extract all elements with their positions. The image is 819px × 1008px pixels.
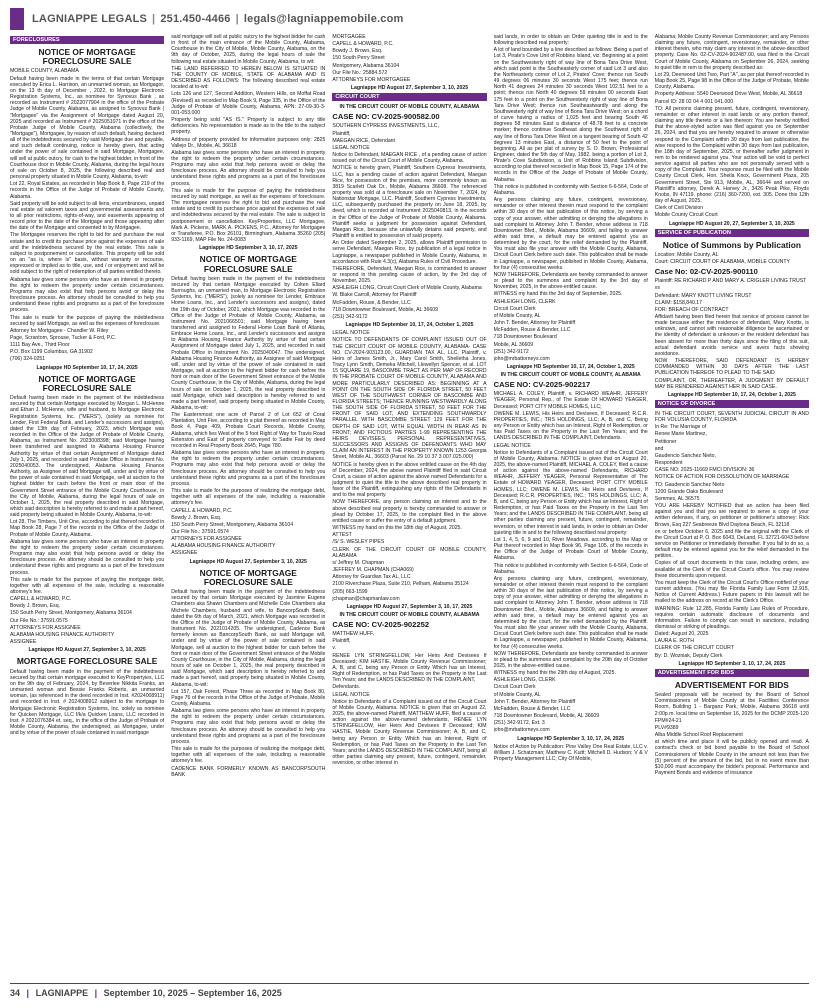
notice-paragraph: CAPELL & HOWARD, P.C. xyxy=(171,507,233,514)
notice-paragraph: of Mobile County, AL xyxy=(493,691,541,698)
notice-paragraph: Default having been made in the payment of the indebtedness secured by that certain Mortgage executed by Morgan L. McHenne and Ethan J. McHenne, wife and husband, to Mortgage Electronic Registration Systems, Inc. ("MERS"), (solely as nominee for Lender, First Federal Bank, and Lender's successors and assigns), dated the 13th day of February, 2023, which Mortgage was recorded in the Office of the Judge of Probate of Mobile County, Alabama, as Instrument No. 2023008398; said Mortgage having been transferred and assigned to Alabama Housing Finance Authority by virtue of that certain Assignment of Mortgage dated July 1, 2025, and recorded in said Probate Office in Instrument No. 2025040053. The undersigned, Alabama Housing Finance Authority, as Assignee of said Mortgage will, under and by virtue of the power of sale contained in said Mortgage, sell at auction to the highest bidder for cash before the front or main door of the Government Street entrance of the Mobile County Courthouse, in the City of Mobile, Alabama, during the legal hours of sale on October 1, 2025, the real property described in said Mortgage, which said description is hereby referred to and made a part hereof, said property being situated in Mobile County, Alabama, to-wit: xyxy=(10,395,165,519)
notice-paragraph: WITNESS my hand on this the 18th day of August, 2025. xyxy=(332,525,462,532)
notice-paragraph: v. xyxy=(332,645,337,652)
notice-paragraph: Renee Marie Martinez, xyxy=(654,431,707,438)
notice-paragraph: NOTICE is hereby given in the above entitled cause on the 4th day of December, 2024, the above named Plaintiff filed in said Circuit Court, a cause of action against the above named Defendants for a judgment to quiet the title to the above described real property in favor of the Plaintiff, extinguishing any rights of the Defendants in and to the real property. xyxy=(332,461,487,499)
notice-paragraph: WITNESS my hand this the 3rd day of September, 2025. xyxy=(493,291,623,298)
notice-paragraph: Our File No.: 37591.0574 xyxy=(171,528,229,535)
notice-paragraph: (706) 324-0251 xyxy=(10,356,46,363)
notice-paragraph: ATTEST xyxy=(332,532,352,539)
notice-paragraph: McFadden, Rouse & Bender, LLC xyxy=(493,327,571,334)
notice-paragraph: Defendant: MARY KNOTT LIVING TRUST xyxy=(654,292,752,299)
header-accent-mark xyxy=(10,8,24,30)
notice-paragraph: NOTICE TO DEFENDANTS OF COMPLAINT ISSUED OUT OF THE CIRCUIT COURT OF MOBILE COUNTY, ALABAMA- CASE NO. CV-2024-903123.00, GUARDIAN TAX AL, LLC, Plaintiff, v. Heirs of James Smith, Jr., Mary Carol Smith, Shelletha Jones, Tracy Lynn Smith, Demeka Mitchell, Llewellyn Spencer, et al. LOT 15 SQUARE 19, BASCOMBE TRACT AS PER MAP OF RECORD IN THE PROBATE COURT OF MOBILE COUNTY, ALABAMA AND MORE PARTICULARLY DESCRIBED AS: BEGINNING AT A POINT ON THE SOUTH SIDE OF FLORIDA STREET, 50 FEET WEST OF THE SOUTHWEST CORNER OF BASCOMBE AND FLORIDA STREETS; THENCE RUNNING WESTWARDLY ALONG THE SOUTH SIDE OF FLORIDA STREET, 50 FEET FOR THE FRONT OF SAID LOT, AND EXTENDING SOUTHWARDLY PARALLEL WITH BASCOMBE STREET 129 FEET FOR THE DEPTH OF SAID LOT, WITH EQUAL WIDTH IN REAR AS IN FRONT; AND FICTIOUS PARTIES 1-99 REPRESENTING THE HEIRS DEVISEES, PERSONAL REPRESENTATIVES, SUCCESSORS AND ASSIGNS OF DEFENDANTS WHO MAY CLAIM AN INTEREST IN THE PROPERTY KNOWN 1253 Georgia Street, Mobile AL, 36603 (Parcel No. 29 10 37 3 007.025.000) xyxy=(332,337,487,461)
notice-paragraph: This sale is made for the purpose of paying the indebtedness secured by said mortgage, as well as the expenses of foreclosure. The mortgagee reserves the right to bid and purchase the real estate and to credit its purchase price against the expenses of sale and indebtedness secured by the real estate. The sale is subject to postponement or cancellation. KeyProperties, LLC Mortgagee, Mark A. Pickens, MARK A. PICKENS, P.C., Attorney for Mortgagee or Transferee, P.O. Box 26101, Birmingham, Alabama 35260 (205) 933-1169, MAP File No. 24-0083 xyxy=(171,187,326,243)
notice-paragraph: Petitioner xyxy=(654,438,677,445)
publication-line: Lagniappe HD September 10, 17, 24, 2025 xyxy=(36,364,138,371)
notice-paragraph: ASSIGNEE xyxy=(10,639,37,646)
notice-paragraph: Alabama law gives some persons who have an interest in property the right to redeem the property under certain circumstances. Programs may also exist that help persons avoid or delay the foreclosure process. An attorney should be consulted to help you understand these rights and programs as a part of the foreclosure process. xyxy=(171,708,326,745)
notice-paragraph: MATTHEW HUFF, xyxy=(332,631,374,638)
notice-paragraph: john@mrbattorneys.com xyxy=(493,727,550,734)
case-number: CASE NO: CV-2025-900582.00 xyxy=(332,112,440,122)
notice-paragraph: Lot 157, Oak Forest, Phase Three as recorded in Map Book 80, Page 76 of the records in the Office of the Judge of Probate, Mobile County, Alabama. xyxy=(171,688,326,707)
court-name: IN THE CIRCUIT COURT OF MOBILE COUNTY, ALABAMA xyxy=(500,372,641,379)
notice-paragraph: Alabama law gives some persons who have an interest in property the right to redeem the property under certain circumstances. Programs may also exist that help persons avoid or delay the foreclosure process. An attorney should be consulted to help you understand these rights and programs as a part of the foreclosure process. xyxy=(10,276,165,314)
notice-paragraph: Semmes, AL 36575 xyxy=(654,495,700,502)
notice-paragraph: said mortgage will sell at public outcry to the highest bidder for cash in front of the main entrance of the Mobile County, Alabama, Courthouse in the City of Mobile, Mobile County, Alabama, on the 9th day of October, 2025, during the legal hours of sale the following real estate situated in Mobile County, Alabama, to wit: xyxy=(171,34,326,65)
notice-paragraph: john@mrbattorneys.com xyxy=(493,355,550,362)
notice-paragraph: This notice is published in conformity with Section 6-6-564, Code of Alabama. xyxy=(493,183,648,196)
notice-paragraph: Parcel ID: 28 02 04 4 001 041.000 xyxy=(654,98,734,105)
notice-paragraph: said lands, in order to obtain an Order quieting title in and to the following described real property: xyxy=(493,34,648,47)
section-header: FORECLOSURES xyxy=(10,36,164,44)
notice-paragraph: NOW THEREFORE, any person claiming an interest and to the above described real property is hereby commanded to answer or plead by October 17, 2025, to the complaint filed in the above entitled cause or suffer the entry of a default judgment. xyxy=(332,499,487,524)
notice-paragraph: Address of property provided for information purposes only: 2825 Vallejo Dr., Mobile, AL 36618 xyxy=(171,136,326,149)
publication-line: Lagniappe HD August 27, September 3, 10, 2025 xyxy=(189,558,307,565)
notice-paragraph: Bowdy J. Brown, Esq. xyxy=(10,603,60,610)
footer-rule xyxy=(10,983,809,984)
notice-paragraph: OWENE M. LEWIS, His Heirs and Devisees, If Deceased; R.C.R. PROPERTIES, INC.; TRS HOLDINGS, LLC; A, B, and C, Being any Person or Entity which has an Interest, Right of Redemption, or has Paid Taxes on the Property in the Last Ten Years; and the LANDS DESCRIBED IN THE COMPLAINT, Defendants. xyxy=(493,410,648,442)
notice-paragraph: A lot of land bounded by a line described as follows: Being a part of Lot 3, Pirate's Cove Unit of Robbins Island, viz: Beginning at a point on the Southwesterly right of way line of Bona Tara Drive West, which said point is the Southeasterly corner of said Lot 3 and also the Northeasterly corner of Lot 2, Pirates' Cove; thence run South 49 degrees 06 minutes 30 seconds West 175 feet; thence run North 41 degrees 24 minutes 30 seconds West 102.51 feet to a point; thence run North 40 degrees 59 minutes 00 seconds East 175 feet to a point on the Southwesterly right of way line of Bona Tara Drive West; thence run Southeastwardly and along the Southwesterly right of way line of Bona Tara Drive West; on a chord of curve having a radius of 1,025 feet and bearing South 46 degrees 58 minutes East a distance of 48.78 feet to a concrete marker; thence continue Southeast along the Southwest right of way line of Bona Tara Drive West on a tangent bearing of South 42 degrees 13 minutes East, a distance of 50 feet to the point of beginning. All as per plat of survey by S. O. Brown, Professional Engineer, dated the 5th day of May, 1982, being a portion of Lot 3, Pirate's Cove Subdivision, a Unit of Robbins Island Subdivision, according to plat thereof recorded in Map Book 15, Page 174 of the records in the Office of the Judge of Probate of Mobile County, Alabama. xyxy=(493,47,648,183)
notice-paragraph: 150 South Perry Street, Montgomery, Alabama 36104 xyxy=(10,610,132,617)
notice-paragraph: (251) 342-9172 xyxy=(493,348,529,355)
notice-title: NOTICE OF MORTGAGE FORECLOSURE SALE xyxy=(38,47,136,67)
notice-paragraph: LEGAL NOTICE xyxy=(332,330,370,337)
notice-paragraph: /S/ S. WESLEY PIPES xyxy=(332,539,385,546)
notice-paragraph: This notice is published in conformity with Section 6-6-564, Code of Alabama. xyxy=(493,562,648,575)
notice-paragraph: McFadden, Rouse, & Bender, LLC xyxy=(332,299,411,306)
notice-paragraph: THE LAND REFERRED TO HEREIN BELOW IS SITUATED IN THE COUNTY OF MOBILE, STATE OF ALABAMA AND IS DESCRIBED AS FOLLOWS: The following described real estate located at to-wit: xyxy=(171,65,326,91)
case-number: Case No: 02-CV-2025-900110 xyxy=(654,267,758,277)
notice-paragraph: CLERK OF THE CIRCUIT COURT xyxy=(654,645,734,652)
notice-paragraph: Alabama; Mobile County Revenue Commissioner; and any Persons claiming any future, contingent, reversionary, remainder, or other interest therein, who may claim any interest in the above-described property. Case No. 02-CV-2024-902487.00, was filed in the Circuit Court of Mobile County, Alabama on September 26, 2024, seeking to quiet title in rem to the property described as: xyxy=(654,34,809,71)
notice-paragraph: Page, Scrantom, Sprouse, Tucker & Ford, P.C. xyxy=(10,334,117,341)
notice-paragraph: jchapman@chapmanlaw.com xyxy=(332,595,400,602)
page-header xyxy=(10,8,809,30)
notice-paragraph: ASHLEIGH LONG, Circuit Court Clerk of Mobile County, Alabama xyxy=(332,285,482,292)
notice-paragraph: CADENCE BANK FORMERLY KNOWN AS BANCORPSOUTH BANK xyxy=(171,765,326,778)
notice-paragraph: COMPLAINT, OR, THEREAFTER, A JUDGMENT BY DEFAULT MAY BE RENDERED AGAINST HER IN SAID CASE. xyxy=(654,377,809,390)
notice-paragraph: JEFFREY M. CHAPMAN (CHA069) xyxy=(332,567,414,574)
notice-paragraph: TO: Gaudencio Sanchez Nieto xyxy=(654,481,725,488)
notice-paragraph: This sale is made for the purpose of paying the mortgage debt, together with all expenses of the sale, including a reasonable attorney's fee. xyxy=(10,576,165,595)
header-email[interactable]: legals@lagniappemobile.com xyxy=(243,13,404,25)
notice-paragraph: ALABAMA HOUSING FINANCE AUTHORITY xyxy=(171,543,276,550)
notice-paragraph: (205) 663-1599 xyxy=(332,588,368,595)
notice-paragraph: CASE NO: 2025-11669 FMCI DIVISION: 36 xyxy=(654,467,755,474)
notice-paragraph: Notice to Defendants of a Complaint issued out of the Circuit Court of Mobile County, Alabama. NOTICE is given that on August 22, 2025, the above-named Plaintiff, MATTHEW HUFF, filed a cause of action against the above-named defendants, RENEE LYN STRINGFELLOW, Her Heirs And Devisees If Deceased; KIM HASTIE, Mobile County Revenue Commissioner; A, B, and C, being any Person or Entity Which has an Interest, Right of Redemption, or has Paid Taxes on the Property in the Last Ten Years; and the LANDS DESCRIBED IN THE COMPLAINT, being all other parties claiming any present, future, contingent, remainder, reversion, or other interest in xyxy=(332,698,487,767)
notice-paragraph: 2100 Riverchase Plaza, Suite 210, Pelham, Alabama 35124 xyxy=(332,581,469,588)
notice-paragraph: ATTORNEYS FOR ASSIGNEE xyxy=(171,536,242,543)
publication-line: Lagniappe HD August 27, September 3, 10, 17, 2025 xyxy=(346,603,473,610)
notice-paragraph: 1111 Bay Ave., Third Floor xyxy=(10,342,70,349)
notice-paragraph: Any persons claiming any future, contingent, reversionary, remainder or other interest therein must respond to the complaint within 30 days of the last publication of this notice, by serving a copy of your answer, either admitting or denying the allegations in said complaint to Attorney John T. Bender, whose address is 718 Downtowner Blvd., Mobile, Alabama 36609, and failing to answer within said time, a default may be entered against you as determined by the court, for the relief demanded by the Plaintiff. You must also file your answer with the Mobile County, Alabama, Circuit Court Clerk before such date. This publication shall be made in Lagniappe, a newspaper, published in Mobile County, Alabama, for four (4) consecutive weeks. xyxy=(493,197,648,271)
notice-paragraph: NOW THEREFORE, Defendants are hereby commanded to answer or plead to the summons and complaint by the 20th day of October 2025, in the above-entitled cause. xyxy=(493,650,648,669)
notice-paragraph: Lot 1, 4, 5, 6, 9 and 10, River Meadows, according to the Map or Plat thereof recorded in Map Book 96, Page 105, of the records in the Office of the Judge of Probate Court of Mobile County, Alabama. xyxy=(493,536,648,562)
notice-paragraph: You must keep the Clerk of the Circuit Court's Office notified of your current address. (You may file Florida Family Law Form 12.915, Notice of Current Address.) Future papers in this lawsuit will be mailed to the address on record at the Clerk's Office. xyxy=(654,579,809,605)
case-number: CASE NO: CV-2025-902252 xyxy=(332,620,430,630)
notice-paragraph: Gaudencio Sanchez Nieto, xyxy=(654,452,716,459)
notice-paragraph: LAURA E. ROTH xyxy=(654,638,694,645)
notice-paragraph: Mobile County Circuit Court xyxy=(654,212,718,219)
notice-paragraph: of Mobile County, AL xyxy=(493,312,541,319)
notice-paragraph: ATTORNEYS FOR MORTGAGEE xyxy=(332,76,411,83)
notice-paragraph: at which time and place it will be publicly opened and read. A contract's check or bid bond payable to the Board of School Commissioners of Mobile County in the amount not less than five (5) percent of the amount of the bid, but in no event more than $10,000 must accompany the bidder's proposal. Performance and Payment Bonds and evidence of insurance xyxy=(654,739,809,777)
publication-line: Lagniappe HD September 3, 10, 17, 24, 2025 xyxy=(517,735,625,742)
notice-paragraph: YOU ARE HEREBY NOTIFIED that an action has been filed against you and that you are required to serve a copy of your written defenses, if any, on petitioner or petitioner's attorney: Rick Brown, Esq 227 Seabreeze Blvd Daytona Beach, FL 32118 xyxy=(654,503,809,528)
publication-line: Lagniappe HD August 27, September 3, 10, 2025 xyxy=(350,85,469,92)
notice-paragraph: Lot 22, Royal Estates, as recorded in Map Book 8, Page 219 of the records in the Office of the Judge of Probate of Mobile County, Alabama. xyxy=(10,181,165,200)
notice-paragraph: Attorney for Guardian Tax AL, LLC xyxy=(332,574,411,581)
notice-paragraph: By: D. Wozniak, Deputy Clerk xyxy=(654,652,723,659)
notice-paragraph: LEGAL NOTICE xyxy=(332,691,370,698)
notice-paragraph: LEGAL NOTICE xyxy=(493,442,531,449)
notice-paragraph: Plaintiff, xyxy=(332,638,351,645)
notice-title: NOTICE OF MORTGAGE FORECLOSURE SALE xyxy=(199,567,297,587)
notice-paragraph: John T. Bender, Attorney for Plaintiff xyxy=(493,320,576,327)
notice-title: ADVERTISEMENT FOR BIDS xyxy=(674,679,789,690)
notice-paragraph: Mobile, AL 36609 xyxy=(493,341,534,348)
notice-paragraph: FOR: BREACH OF CONTRACT xyxy=(654,306,729,313)
notice-paragraph: Alabama law gives some persons who have an interest in property the right to redeem the property under certain circumstances. Programs may also exist that help persons avoid or delay the foreclosure process. An attorney should be consulted to help you understand these rights and programs as a part of the foreclosure process. xyxy=(171,450,326,487)
publication-line: Lagniappe HD September 3, 10, 17, 24, 2025 xyxy=(678,660,786,667)
notice-paragraph: vs xyxy=(654,285,660,292)
notice-paragraph: Default having been made in the payment of the indebtedness secured by that certain Mortgage executed by Jasmine Eugene Chambers aka Shawn Chambers and Michelle Cole Chambers aka Michele Chambers, husband and wife, to BancorpSouth Bank, dated the 6th day of March, 2021, which Mortgage was recorded in the Office of the Judge of Probate of Mobile County, Alabama, as Instrument No. 2021014205. The undersigned, Cadence Bank formerly known as BancorpSouth Bank, as said Mortgage will, under and by virtue of the power of sale contained in said Mortgage, sell at auction to the highest bidder for cash before the front or main door of the Government Street entrance of the Mobile County Courthouse, in the City of Mobile, Alabama, during the legal hours of sale on October 1, 2025, the real property described in said Mortgage, which said description is hereby referred to and made a part hereof, said property being situated in Mobile County, Alabama, to-wit: xyxy=(171,589,326,688)
notice-paragraph: Plaintiff, xyxy=(332,130,351,137)
notice-paragraph: Notice to Defendant, MAEGAN RICE , of a pending cause of action issued out of the Circuit Court of Mobile County, Alabama. xyxy=(332,152,487,165)
notice-column-1 xyxy=(10,34,164,980)
notice-paragraph: NOW THEREFORE, Defendants are hereby commanded to answer or plead to the summons and complaint by the 3rd day of November, 2025, in the above-entitled cause. xyxy=(493,271,648,291)
legal-notices-page xyxy=(10,34,809,980)
notice-paragraph: MORTGAGEE xyxy=(332,34,366,40)
notice-column-2 xyxy=(171,34,325,980)
notice-paragraph: 718 Downtowner Boulevard xyxy=(493,334,557,341)
notice-title: MORTGAGE FORECLOSURE SALE xyxy=(16,656,158,667)
notice-paragraph: Notice of Action by Publication: Pine Valley One Real Estate, LLC v. William J. Schatzman; Matthew C. Kuitt; Mitchell D. Hudson; V & V Property Management LLC; City Of Mobile, xyxy=(493,743,648,763)
notice-paragraph: CAPELL & HOWARD, P.C. xyxy=(10,596,72,603)
notice-paragraph: Said property will be sold subject to all liens, encumbrances, unpaid real estate ad valorem taxes and governmental assessments and to all prior restrictions, rights-of-way, and easements appearing of record prior to the date of the Mortgage and those appearing after the date of the Mortgage and consented to by Mortgagee. xyxy=(10,200,165,232)
notice-paragraph: ATTORNEYS FOR ASSIGNEE xyxy=(10,624,81,631)
notice-paragraph: Copies of all court documents in this case, including orders, are available at the Clerk of the Circuit Court's office. You may review these documents upon request. xyxy=(654,560,809,579)
notice-paragraph: THEREFORE, Defendant, Maegan Rice, is commanded to answer or respond in this pending cause of action, by the 3rd day of November, 2025. xyxy=(332,265,487,285)
notice-paragraph: s/ Jeffrey M. Chapman xyxy=(332,559,385,566)
notice-paragraph: An Order dated September 2, 2025, allows Plaintiff permission to serve Defendant, Maegan Rice, by publication of a legal notice in Lagniappe, a newspaper published in Mobile County, Alabama, in accordance with Rule 4.3(c), Alabama Rules of Civil Procedure. xyxy=(332,240,487,265)
section-header: NOTICE OF DIVORCE xyxy=(655,400,809,408)
notice-paragraph: Our File No.: 37591.0575 xyxy=(10,617,68,624)
notice-paragraph: CLERK OF THE CIRCUIT COURT OF MOBILE COUNTY, ALABAMA xyxy=(332,546,487,559)
notice-paragraph: MOBILE COUNTY, ALABAMA xyxy=(10,68,79,75)
notice-column-5 xyxy=(655,34,809,980)
section-header: CIRCUIT COURT xyxy=(332,93,486,101)
notice-paragraph: (251) 342-9172 xyxy=(332,313,368,320)
notice-paragraph: Alabama law gives some persons who have an interest in property the right to redeem the property under certain circumstances. Programs may also exist that help persons avoid or delay the foreclosure process. An attorney should be consulted to help you understand these rights and programs as a part of the foreclosure process. xyxy=(171,149,326,187)
notice-paragraph: (251) 342-9172, Ext. 3 xyxy=(493,720,545,727)
notice-paragraph: MAEGAN RICE, Defendant xyxy=(332,137,395,144)
notice-paragraph: MICHAEL A. COLEY, Plaintiff, v. RICHARD WEAHR, JEFFERY YEAGER, Personal Rep., of The Estate Of HOWARD YEAGER, Deceased; PORT CITY MOBILE HOMES, LLC; xyxy=(493,391,648,410)
notice-paragraph: In Re: The Marriage of xyxy=(654,424,707,431)
header-separator: | xyxy=(235,13,239,25)
notice-paragraph: Default having been made in the payment of the indebtedness secured by that certain mortgage executed to KeyPropertyies, LLC on the 9th day of February, 2024, by Beverlee Nikkita Franks, an unmarried woman and Bessie Franks Roberts, an unmarried woman, (as referenced in the deed recorded in Inst. #2024008911) and recorded in Inst. # 2024008912 subject to the mortgage to Mortgage Electronic Registration Systems, Inc. solely as nominee for Quicken Mortgage, LLC f/k/a Quicken Loans, LLC recorded in Inst. # 2021076384 et. seq., in the office of the Judge of Probate of Mobile County, Alabama, the undersigned, as Mortgagee, under and by virtue of the power of sale contained in said mortgage xyxy=(10,668,165,737)
notice-paragraph: Property being sold "AS IS." Property is subject to any title deficiencies. No representation is made as to the title to the subject property. xyxy=(171,117,326,136)
notice-paragraph: RENEE LYN STRINGFELLOW, Her Heirs And Devisees If Deceased; KIM HASTIE, Mobile County Revenue Commissioner; A, B, and C, being any Person or Entity Which has an Interest, Right of Redemption, or has Paid Taxes on the Property in the Last Ten Years; and the LANDS DESCRIBED IN THE COMPLAINT, xyxy=(332,652,487,684)
notice-paragraph: P.O. Box 1199 Columbus, GA 31902 xyxy=(10,349,93,356)
publication-line: Lagniappe HD September 3, 10, 17, 2025 xyxy=(199,245,298,252)
header-bar xyxy=(24,8,809,30)
notice-column-4 xyxy=(494,34,648,980)
notice-paragraph: CAPELL & HOWARD, P.C. xyxy=(332,41,394,48)
notice-paragraph: Plaintiff: RE RICHARD P AND MARY A. CRIGLER LIVING TRUST xyxy=(654,278,807,285)
publication-name: LAGNIAPPE xyxy=(35,988,89,998)
notice-paragraph: Lots 126 and 127, Second Addition, Western Hills, on Moffat Road (Revised) as recorded in Map Book 9, Page 335, in the Office of the Judge of Probate of Mobile County, Alabama. APN: 27-09-30-3-001-053.000 xyxy=(171,91,326,116)
notice-title: Notice of Summons by Publication xyxy=(662,239,801,250)
notice-paragraph: Bowdy J. Brown, Esq. xyxy=(332,48,383,55)
notice-paragraph: Montgomery, Alabama 36104 xyxy=(332,62,400,69)
notice-paragraph: Notice to Defendants of a Complaint issued out of the Circuit Court of Mobile County, Alabama. NOTICE is given that on August 20, 2025, the above-named Plaintiff, MICHAEL A. COLEY, filed a cause of action against the above-named Defendants, RICHARD WEAHR, JEFFERY YEAGER, Personal Representative of The Estate of HOWARD YEAGER, Deceased; PORT CITY MOBILE HOMES, LLC; OWENE M. LEWIS, His Heirs and Devisees, If Deceased; R.C.R. PROPERTIES, INC.; TRS HOLDINGS, LLC; A, B, and C, being any Person or Entity which has an Interest, Right of Redemption, or has Paid Taxes on the Property in the Last Ten Years; and the LANDS DESCRIBED IN THE COMPLAINT, being all other parties claiming any present, future, contingent, remainder, reversion, or other interest in said lands, in order to obtain an Order quieting title in and to the following described real property: xyxy=(493,449,648,536)
court-name: IN THE CIRCUIT COURT OF MOBILE COUNTY, ALABAMA xyxy=(339,611,480,618)
notice-paragraph: This sale is made for the purposes of realizing the mortgage debt, together with all expenses of the sale, including a reasonable attorney's fee. xyxy=(171,488,326,507)
page-number: 34 xyxy=(10,988,21,998)
publication-line: Lagniappe HD August 20, 27, September 3, 10, 2025 xyxy=(668,220,795,227)
notice-title: NOTICE OF MORTGAGE FORECLOSURE SALE xyxy=(199,254,297,274)
notice-paragraph: NOTICE OF ACTION FOR DISSOLUTION OF MARRIAGE xyxy=(654,474,790,481)
notice-paragraph: Bowdy J. Brown, Esq. xyxy=(171,514,222,521)
section-header: SERVICE OF PUBLICATION xyxy=(655,229,809,237)
notice-column-3 xyxy=(332,34,486,980)
footer-separator: | xyxy=(26,988,30,998)
notice-paragraph: ASHLEIGH LONG, CLERK xyxy=(493,298,556,305)
notice-paragraph: FPM#24-21 xyxy=(654,717,682,724)
publication-line: Lagniappe HD August 27, September 3, 10, 2025 xyxy=(28,647,146,654)
notice-paragraph: Lot 28, The Timbers, Unit One, according to plat thereof recorded in Map Book 28, Page 7 of the records in the Office of the Judge of Probate of Mobile County, Alabama. xyxy=(10,519,165,538)
notice-paragraph: Circuit Court Clerk xyxy=(493,684,536,691)
notice-paragraph: NOTICE is hereby given, Plaintiff, Southern Cypress Investments, LLC, has a pending cause of action against Defendant, Maegan Rice, for possession of the premises, more commonly known as 3819 Scarlett Oak Dr., Mobile, Alabama 36608. The referenced property was sold at a foreclosure sale on November 7, 2024, by Nationstar Mortgage, LLC. Plaintiff, Southern Cypress Investments, LLC, subsequently purchased the property on June 18, 2025, by deed, which is recorded at Instrument 2025040813, in the records in the Office of the Judge of Probate of Mobile County, Alabama. Plaintiff seeks a judgment for possession against Defendant, Maegan Rice, because she unlawfully detains said property, and Plaintiff is entitled to possession of said property. xyxy=(332,165,487,240)
court-name: IN THE CIRCUIT COURT OF MOBILE COUNTY, ALABAMA xyxy=(339,104,480,111)
notice-paragraph: 718 Downtowner Boulevard, Mobile, AL 36609 xyxy=(493,713,600,720)
notice-paragraph: 718 Downtowner Boulevard, Mobile, AL 36609 xyxy=(332,306,438,313)
publication-line: Lagniappe HD September 10, 17, 24, October 1, 2025 xyxy=(345,322,474,329)
notice-paragraph: This sale is made for the purposes of realizing the mortgage debt, together with all expenses of the sale, including a reasonable attorney's fee. xyxy=(171,746,326,765)
notice-paragraph: Location: Mobile County, AL xyxy=(654,251,719,258)
notice-paragraph: and xyxy=(654,445,664,452)
notice-paragraph: NOW THEREFORE, SAID DEFENDANT IS HEREBY COMMANDED WITHIN 30 DAYS AFTER THE LAST PUBLICATION THEREOF TO PLEAD TO THE SAID xyxy=(654,358,809,377)
notice-paragraph: ALABAMA HOUSING FINANCE AUTHORITY xyxy=(10,631,115,638)
notice-paragraph: 150 South Perry Street, Montgomery, Alabama 36104 xyxy=(171,521,294,528)
notice-paragraph: ASHLEIGH LONG, CLERK xyxy=(493,677,556,684)
page-footer xyxy=(10,988,282,998)
publication-line: Lagniappe HD September 10, 17, 24, October 1, 2025 xyxy=(506,363,635,370)
notice-paragraph: Affidavit having been filed herein that service of process cannot be made because either the residence of defendant, Mary Knotts, is unknown, and cannot with reasonable diligence be ascertained or the identity of defendant is unknown or the resident defendant has been absent for more than thirty days since the filing of this suit, actual defendant avoids service and avers facts showing avoidance. xyxy=(654,313,809,357)
issue-dates: September 10, 2025 – September 16, 2025 xyxy=(103,988,282,998)
header-separator: | xyxy=(152,13,156,25)
notice-paragraph: SOUTHERN CYPRESS INVESTMENTS, LLC, xyxy=(332,123,439,130)
notice-paragraph: Court: CIRCUIT COURT OF ALABAMA, MOBILE COUNTY xyxy=(654,259,790,266)
notice-paragraph: Alabama law gives some persons who have an interest in property the right to redeem the property under certain circumstances. Programs may also exist that help persons avoid or delay the foreclosure process. An attorney should be consulted to help you understand these rights and programs as a part of the foreclosure process. xyxy=(10,538,165,576)
notice-paragraph: Circuit Court Clerk xyxy=(493,305,536,312)
notice-title: NOTICE OF MORTGAGE FORECLOSURE SALE xyxy=(38,373,136,393)
notice-paragraph: McFadden, Rouse & Bender, LLC xyxy=(493,705,571,712)
notice-paragraph: Attorney for Mortgagee - Chandler W. Riley xyxy=(10,327,109,334)
notice-paragraph: WARNING: Rule 12.285, Florida Family Law Rules of Procedure, requires certain automatic disclosure of documents and information. Failure to comply can result in sanctions, including dismissal or striking of pleadings. xyxy=(654,605,809,631)
notice-paragraph: 1200 Grande Oaks Boulevard xyxy=(654,488,723,495)
notice-paragraph: Default having been made in the terms of that certain Mortgage executed by Erica L. Harrison, an unmarried woman, as Mortgagor, on the 13 th day of December , 2022, to Mortgage Electronic Registration Systems, Inc., as nominee for Synovus Bank , as recorded as Instrument # 2022077904 in the office of the Probate Judge of Mobile County, Alabama, as assigned to Synovus Bank ( "Mortgagee" via the Assignment of Mortgage dated August 20, 2025 and recorded as Instrument # 2025051071 in the office of the Probate Judge of Mobile County, Alabama (collectively, the "Mortgage"), Mortgagee, by reason of such default, having declared all of the indebtedness secured by said Mortgage due and payable, and such default continuing, notice is hereby given, that acting under the power of sale contained in said Mortgage, Mortgagee, will sell at public outcry, for cash to the highest bidder, in front of the Courthouse door in Mobile County, Alabama, during the legal hours of sale on October 8, 2025, the following described real and personal property situated in Mobile County, Alabama, to-wit: xyxy=(10,75,165,181)
notice-paragraph: W. Blake Carroll, Attorney for Plaintiff xyxy=(332,292,417,299)
section-header: ADVERTISEMENT FOR BIDS xyxy=(655,669,809,677)
notice-paragraph: TO: All persons claiming present, future, contingent, reversionary, remainder or other interest in said lands or any portion thereof, claiming any title thereto or a lien thereon: You are hereby notified that the above-styled action was filed against you on September 26, 2024, and that you are hereby required to answer or otherwise respond to the Complaint within 30 days from last publication, the wise respond to the Complaint within 30 days from last publication, the 18th day of September, 2025, or thereafter suffer judgment in rem to be rendered against you. Your action will be void to perfect service against all parties who are not personally served with a copy of the Complaint. Your response must be filed with the Mobile County Circuit Clerk, Hon. Sheila Knox, Government Plaza, 205 Government Street, Ste 913, Mobile, AL, 36644 and served on Plaintiff's attorney, Derek A. Harvey Jr., 3426 Peak Pike, Floyds Knobs, IN 47119, phone: (216) 360-7200, ext. 305. Done this 12th day of August, 2025. xyxy=(654,105,809,205)
notice-paragraph: Default having been made in the payment of the indebtedness secured by that certain Mortgage executed by Colten Ellard Burroughs, an unmarried man, to Mortgage Electronic Registration Systems, Inc. ("MERS"), (solely as nominee for Lender, Embrace Home Loans, Inc., and Lender's successors and assigns), dated the 19th day of October, 2021, which Mortgage was recorded in the Office of the Judge of Probate of Mobile County, Alabama, as Instrument No. 2021066501; said Mortgage having been transferred and assigned to Federal Home Loan Bank of Atlanta, Embrace Home Loans, Inc., and Lender's successors and assigns to Alabama Housing Finance Authority by virtue of that certain Assignment of Mortgage dated July 1, 2025, and recorded in said Probate Office in Instrument No. 2025040047. The undersigned, Alabama Housing Finance Authority, as Assignee of said Mortgage will, under and by virtue of the power of sale contained in said Mortgage, sell at auction to the highest bidder for cash before the front or main door of the Government Street entrance of the Mobile County Courthouse, in the City of Mobile, Alabama, during the legal hours of sale on October 1, 2025, the real property described in said Mortgage, which said description is hereby referred to and made a part hereof, said property being situated in Mobile County, Alabama, to-wit: xyxy=(171,275,326,411)
notice-paragraph: The Easternmost one acre of Parcel 2 of Lot 652 of Coral Plantation, Unit Five, according to a plat thereof as recorded in Map Book 4, Page 409, Probate Court Records, Mobile County, Alabama, which lies West of the 5 foot Right of Way for Travis Road Extension and East of property conveyed to Sadie Fair by deed recorded in Real Property Book 2645, Page 780. xyxy=(171,412,326,449)
case-number: CASE NO: CV-2025-902217 xyxy=(493,380,591,390)
notice-paragraph: LEGAL NOTICE xyxy=(332,144,370,151)
notice-paragraph: on or before October 6, 2025 and file the original with the Clerk of the Circuit Court at P. O. Box 6043, DeLand, FL 32721-6043 before service on Petitioner or immediately thereafter. If you fail to do so, a default may be entered against you for the relief demanded in the petition. xyxy=(654,528,809,560)
header-brand: LAGNIAPPE LEGALS xyxy=(32,13,148,25)
notice-paragraph: Respondent xyxy=(654,460,683,467)
notice-paragraph: Our File No.: 25884.572 xyxy=(332,69,388,76)
notice-paragraph: ASSIGNEE xyxy=(171,550,198,557)
notice-paragraph: IN THE CIRCUIT COURT, SEVENTH JUDICIAL CIRCUIT IN AND FOR VOLUSIA COUNTY, FLORIDA xyxy=(654,411,809,424)
notice-paragraph: This sale is made for the purpose of paying the indebtedness secured by said Mortgage, as well as the expenses of foreclosure. xyxy=(10,314,165,327)
notice-paragraph: The Mortgagee reserves the right to bid for and purchase the real estate and to credit its purchase price against the expenses of sale and the indebtedness secured by the real estate. This sale is subject to postponement or cancellation. This property will be sold on an "as is, where is" basis, without warranty or recourse, expressed or implied as to title, use, and / or enjoyment and will be sold subject to the right of redemption of all parties entitled thereto. xyxy=(10,232,165,276)
header-phone: 251.450-4466 xyxy=(160,13,231,25)
notice-paragraph: WITNESS my hand this the 29th day of August, 2025. xyxy=(493,670,616,677)
notice-paragraph: Dated: August 20, 2025 xyxy=(654,631,709,638)
notice-paragraph: Clerk of Civil Division xyxy=(654,205,704,212)
notice-paragraph: Sealed proposals will be received by the Board of School Commissioners of Mobile County at the Facilities Conference Room, Building 1 - Barganz Park, Mobile, Alabama 36618 until 2:00p.m. local time on September 16, 2025 for the DCMP 2025-120 xyxy=(654,692,809,717)
footer-separator: | xyxy=(94,988,98,998)
notice-paragraph: Property Address: 5540 Deerwood Drive West, Mobile, AL 36618 xyxy=(654,91,803,98)
publication-line: Lagniappe HD September 10, 17, 24, October 1, 2025 xyxy=(667,391,796,398)
notice-paragraph: CLAIM: $158,840.17 xyxy=(654,299,702,306)
notice-paragraph: Alba Middle School Roof Replacement xyxy=(654,732,743,739)
notice-paragraph: John T. Bender, Attorney for Plaintiff xyxy=(493,698,576,705)
notice-paragraph: Defendants. xyxy=(332,684,361,691)
notice-paragraph: Lot 29, Deerwood Unit Two, Part "A", as per plat thereof recorded in Map Book 25, Page 98 in the Office of the Judge of Probate, Mobile County, Alabama. xyxy=(654,71,809,91)
notice-paragraph: 150 South Perry Street xyxy=(332,55,385,62)
notice-paragraph: PLV#9389 xyxy=(654,724,679,731)
notice-paragraph: Any persons claiming any future, contingent, reversionary, remainder or other interest therein must respond to the complaint within 30 days of the last publication of this notice, by serving a copy of your answer, either admitting or denying the allegations in said complaint to Attorney John T. Bender, whose address is 718 Downtowner Blvd., Mobile, Alabama 36609, and failing to answer within said time, a default may be entered against you as determined by the court, for the relief demanded by the Plaintiff. You must also file your answer with the Mobile County, Alabama, Circuit Court Clerk before such date. This publication shall be made in Lagniappe, a newspaper, published in Mobile County, Alabama, for four (4) consecutive weeks. xyxy=(493,575,648,650)
